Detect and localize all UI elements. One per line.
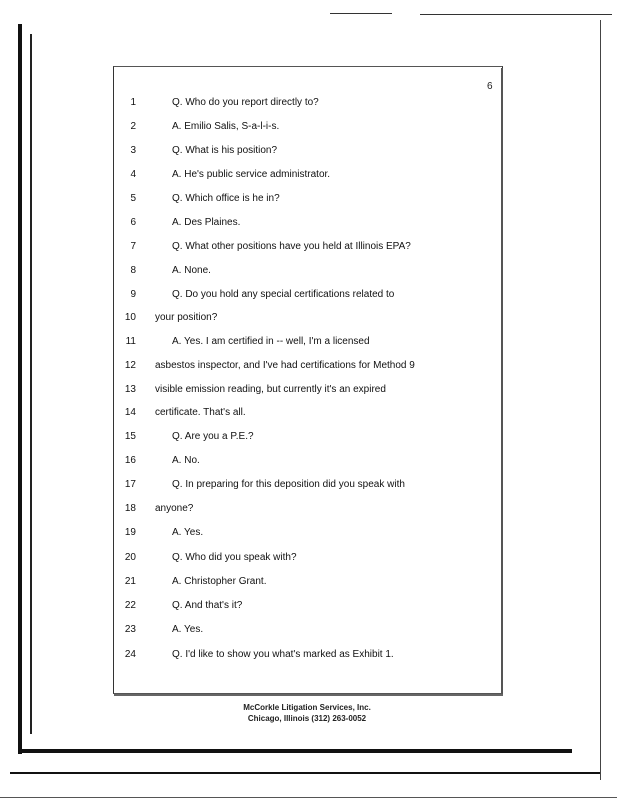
line-number: 7	[130, 241, 136, 252]
transcript-line	[0, 168, 600, 182]
line-number: 5	[130, 193, 136, 204]
line-text: A. Christopher Grant.	[172, 576, 267, 587]
transcript-line	[0, 430, 600, 444]
line-number: 24	[124, 649, 136, 660]
transcript-line	[0, 623, 600, 637]
line-text: Q. Which office is he in?	[172, 193, 280, 204]
scan-border-bottom	[22, 749, 572, 753]
line-text: your position?	[155, 312, 218, 323]
transcript-line	[0, 335, 600, 349]
line-number: 18	[124, 503, 136, 514]
scan-border-right	[600, 20, 601, 780]
footer-company: McCorkle Litigation Services, Inc.	[243, 703, 371, 712]
line-number: 20	[124, 552, 136, 563]
line-number: 12	[124, 360, 136, 371]
line-text: visible emission reading, but currently it's an expired	[155, 384, 386, 395]
line-number: 3	[130, 145, 136, 156]
line-text: certificate. That's all.	[155, 407, 246, 418]
transcript-line	[0, 551, 600, 565]
transcript-line	[0, 383, 600, 397]
line-number: 10	[124, 312, 136, 323]
scan-mark-top-left	[330, 13, 392, 14]
transcript-line	[0, 96, 600, 110]
scan-border-bottom-faint	[0, 797, 617, 798]
line-number: 15	[124, 431, 136, 442]
transcript-line	[0, 526, 600, 540]
line-text: anyone?	[155, 503, 194, 514]
transcript-line	[0, 311, 600, 325]
transcript-line	[0, 192, 600, 206]
line-text: Q. What other positions have you held at Illinois EPA?	[172, 241, 411, 252]
transcript-line	[0, 575, 600, 589]
transcript-line	[0, 406, 600, 420]
line-text: A. Des Plaines.	[172, 217, 241, 228]
line-number: 14	[124, 407, 136, 418]
line-text: A. Emilio Salis, S-a-l-i-s.	[172, 121, 280, 132]
line-number: 19	[124, 527, 136, 538]
line-text: Q. Do you hold any special certifications related to	[172, 289, 395, 300]
line-number: 6	[130, 217, 136, 228]
transcript-line	[0, 648, 600, 662]
line-text: Q. Are you a P.E.?	[172, 431, 254, 442]
line-text: Q. And that's it?	[172, 600, 243, 611]
transcript-line	[0, 264, 600, 278]
line-text: A. He's public service administrator.	[172, 169, 331, 180]
line-text: Q. Who do you report directly to?	[172, 97, 319, 108]
transcript-line	[0, 502, 600, 516]
scan-mark-top-right	[420, 14, 612, 15]
line-text: A. None.	[172, 265, 211, 276]
line-number: 23	[124, 624, 136, 635]
line-text: A. No.	[172, 455, 200, 466]
transcript-line	[0, 454, 600, 468]
transcript-line	[0, 240, 600, 254]
line-number: 8	[130, 265, 136, 276]
line-number: 2	[130, 121, 136, 132]
line-number: 11	[125, 336, 136, 347]
line-text: asbestos inspector, and I've had certifications for Method 9	[155, 360, 415, 371]
transcript-line	[0, 120, 600, 134]
line-text: Q. In preparing for this deposition did you speak with	[172, 479, 405, 490]
line-number: 9	[130, 289, 136, 300]
transcript-line	[0, 288, 600, 302]
scan-border-bottom-outer	[10, 772, 600, 774]
transcript-line	[0, 599, 600, 613]
line-number: 16	[124, 455, 136, 466]
line-text: A. Yes.	[172, 527, 204, 538]
line-number: 21	[124, 576, 136, 587]
line-number: 22	[124, 600, 136, 611]
line-number: 17	[124, 479, 136, 490]
line-text: Q. Who did you speak with?	[172, 552, 297, 563]
line-text: Q. I'd like to show you what's marked as Exhibit 1.	[172, 649, 394, 660]
page-number: 6	[487, 81, 493, 92]
transcript-line	[0, 478, 600, 492]
footer-location: Chicago, Illinois (312) 263-0052	[247, 714, 367, 723]
line-number: 4	[130, 169, 136, 180]
line-text: A. Yes. I am certified in -- well, I'm a licensed	[172, 336, 370, 347]
transcript-line	[0, 144, 600, 158]
transcript-line	[0, 359, 600, 373]
line-text: A. Yes.	[172, 624, 204, 635]
line-number: 13	[124, 384, 136, 395]
line-text: Q. What is his position?	[172, 145, 278, 156]
transcript-line	[0, 216, 600, 230]
line-number: 1	[130, 97, 136, 108]
frame-shadow-bottom	[114, 694, 503, 696]
